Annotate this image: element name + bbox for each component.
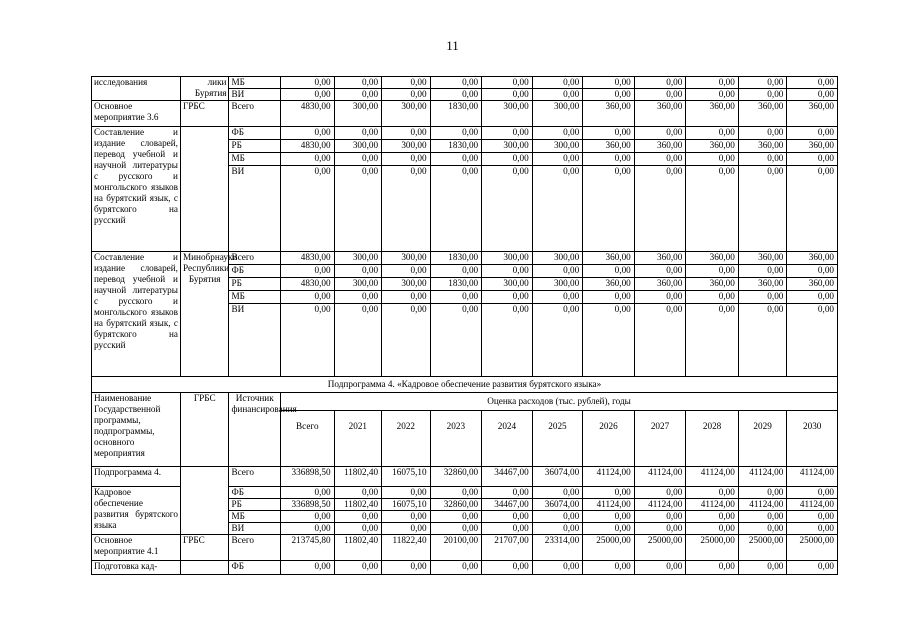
value-cell: 11822,40 [382,535,431,561]
value-cell: 0,00 [382,511,431,523]
value-cell: 0,00 [738,265,787,278]
measure-name-cell: Основное мероприятие 3.6 [92,101,181,127]
value-cell: 0,00 [532,523,583,535]
value-cell: 0,00 [738,153,787,166]
value-cell: 0,00 [634,487,686,499]
value-cell: 0,00 [738,89,787,101]
value-cell: 4830,00 [281,101,335,127]
source-cell: ВИ [229,166,281,252]
value-cell: 0,00 [430,304,482,377]
value-cell: 0,00 [281,89,335,101]
table-row [92,467,838,487]
value-cell: 32860,00 [430,467,482,487]
table-row [92,77,838,89]
value-cell: 0,00 [382,127,431,140]
value-cell: 0,00 [382,561,431,575]
value-cell: 41124,00 [634,467,686,487]
header-year-cell: 2021 [334,411,382,467]
header-name-cell: Наименование Государственной программы, подпрограммы, основного мероприятия [92,393,181,467]
value-cell: 0,00 [686,77,739,89]
value-cell: 300,00 [382,140,431,153]
source-cell: Всего [229,535,281,561]
value-cell: 41124,00 [583,467,635,487]
value-cell: 0,00 [334,127,382,140]
value-cell: 0,00 [334,561,382,575]
source-cell: Всего [229,252,281,265]
header-source-cell: Источник финансирования [229,393,281,467]
subprogram-name-cell: Подпрограмма 4. [92,467,181,487]
value-cell: 0,00 [583,166,635,252]
value-cell: 0,00 [532,291,583,304]
value-cell: 0,00 [334,77,382,89]
value-cell: 23314,00 [532,535,583,561]
value-cell: 0,00 [738,291,787,304]
value-cell: 0,00 [634,304,686,377]
value-cell: 0,00 [787,523,838,535]
header-grbs-cell: ГРБС [180,393,229,467]
value-cell: 0,00 [634,127,686,140]
value-cell: 0,00 [382,487,431,499]
source-cell: РБ [229,499,281,511]
value-cell: 0,00 [482,127,533,140]
value-cell: 0,00 [281,487,335,499]
value-cell: 0,00 [382,265,431,278]
value-cell: 0,00 [334,523,382,535]
value-cell: 0,00 [583,77,635,89]
value-cell: 0,00 [738,127,787,140]
value-cell: 0,00 [634,291,686,304]
value-cell: 0,00 [334,487,382,499]
value-cell: 0,00 [532,166,583,252]
value-cell: 0,00 [334,304,382,377]
value-cell: 300,00 [334,252,382,265]
value-cell: 0,00 [787,304,838,377]
value-cell: 0,00 [583,511,635,523]
value-cell: 360,00 [787,101,838,127]
value-cell: 41124,00 [787,467,838,487]
value-cell: 360,00 [634,140,686,153]
value-cell: 0,00 [787,561,838,575]
value-cell: 0,00 [281,166,335,252]
source-cell: ФБ [229,265,281,278]
source-cell: ФБ [229,487,281,499]
value-cell: 0,00 [686,153,739,166]
value-cell: 300,00 [482,140,533,153]
value-cell: 0,00 [686,265,739,278]
value-cell: 0,00 [583,487,635,499]
value-cell: 0,00 [281,523,335,535]
grbs-cell: Минобрнауки Республики Бурятия [180,252,229,377]
source-cell: МБ [229,291,281,304]
value-cell: 41124,00 [787,499,838,511]
value-cell: 0,00 [532,561,583,575]
source-cell: МБ [229,511,281,523]
value-cell: 0,00 [634,511,686,523]
value-cell: 41124,00 [583,499,635,511]
value-cell: 300,00 [334,278,382,291]
value-cell: 0,00 [281,153,335,166]
header-year-cell: 2025 [532,411,583,467]
value-cell: 0,00 [382,304,431,377]
value-cell: 34467,00 [482,467,533,487]
value-cell: 25000,00 [738,535,787,561]
header-year-cell: 2030 [787,411,838,467]
value-cell: 0,00 [686,127,739,140]
value-cell: 4830,00 [281,140,335,153]
value-cell: 0,00 [686,89,739,101]
value-cell: 0,00 [583,265,635,278]
value-cell: 360,00 [738,278,787,291]
value-cell: 20100,00 [430,535,482,561]
value-cell: 0,00 [738,304,787,377]
value-cell: 0,00 [634,153,686,166]
value-cell: 0,00 [634,265,686,278]
value-cell: 0,00 [787,511,838,523]
value-cell: 0,00 [482,291,533,304]
grbs-cell: лики Бурятия [180,77,229,101]
value-cell: 0,00 [583,304,635,377]
header-year-cell: 2029 [738,411,787,467]
value-cell: 0,00 [430,89,482,101]
value-cell: 0,00 [787,487,838,499]
value-cell: 0,00 [281,77,335,89]
value-cell: 0,00 [634,77,686,89]
value-cell: 34467,00 [482,499,533,511]
value-cell: 0,00 [334,166,382,252]
source-cell: РБ [229,140,281,153]
value-cell: 0,00 [382,166,431,252]
value-cell: 0,00 [430,511,482,523]
value-cell: 0,00 [787,127,838,140]
header-year-cell: 2023 [430,411,482,467]
table-row [92,393,838,411]
value-cell: 0,00 [482,561,533,575]
source-cell: ВИ [229,304,281,377]
value-cell: 0,00 [583,523,635,535]
measure-name-cell: Основное мероприятие 4.1 [92,535,181,561]
value-cell: 4830,00 [281,252,335,265]
value-cell: 0,00 [281,127,335,140]
value-cell: 0,00 [482,265,533,278]
value-cell: 1830,00 [430,140,482,153]
value-cell: 0,00 [281,265,335,278]
budget-table [91,76,838,575]
value-cell: 360,00 [686,140,739,153]
grbs-cell: ГРБС [180,101,229,127]
header-year-cell: 2026 [583,411,635,467]
value-cell: 360,00 [634,101,686,127]
value-cell: 0,00 [334,291,382,304]
table-row [92,561,838,575]
value-cell: 0,00 [686,166,739,252]
value-cell: 300,00 [382,101,431,127]
value-cell: 16075,10 [382,499,431,511]
value-cell: 360,00 [738,140,787,153]
value-cell: 0,00 [738,487,787,499]
value-cell: 0,00 [281,304,335,377]
source-cell: Всего [229,467,281,487]
source-cell: ФБ [229,127,281,140]
value-cell: 0,00 [430,265,482,278]
value-cell: 0,00 [430,153,482,166]
value-cell: 0,00 [482,166,533,252]
value-cell: 360,00 [686,252,739,265]
source-cell: МБ [229,77,281,89]
value-cell: 336898,50 [281,499,335,511]
value-cell: 300,00 [382,252,431,265]
value-cell: 25000,00 [634,535,686,561]
value-cell: 360,00 [583,140,635,153]
value-cell: 36074,00 [532,499,583,511]
value-cell: 360,00 [787,252,838,265]
subprogram-desc-cell: Кадровое обеспечение развития бурятского языка [92,487,181,535]
value-cell: 0,00 [686,487,739,499]
value-cell: 0,00 [532,511,583,523]
value-cell: 4830,00 [281,278,335,291]
value-cell: 0,00 [482,487,533,499]
table-row [92,535,838,561]
value-cell: 41124,00 [738,499,787,511]
value-cell: 0,00 [787,291,838,304]
value-cell: 0,00 [532,265,583,278]
header-total-cell: Всего [281,411,335,467]
value-cell: 11802,40 [334,535,382,561]
value-cell: 0,00 [738,523,787,535]
value-cell: 0,00 [430,523,482,535]
value-cell: 0,00 [334,153,382,166]
value-cell: 360,00 [738,252,787,265]
value-cell: 0,00 [787,265,838,278]
measure-name-cell: Подготовка кад- [92,561,181,575]
value-cell: 0,00 [583,561,635,575]
value-cell: 0,00 [583,89,635,101]
value-cell: 0,00 [532,127,583,140]
value-cell: 0,00 [787,166,838,252]
value-cell: 360,00 [738,101,787,127]
value-cell: 300,00 [482,101,533,127]
value-cell: 0,00 [686,291,739,304]
value-cell: 300,00 [482,252,533,265]
value-cell: 0,00 [281,561,335,575]
value-cell: 0,00 [686,561,739,575]
value-cell: 300,00 [532,140,583,153]
value-cell: 16075,10 [382,467,431,487]
value-cell: 0,00 [532,487,583,499]
header-estimate-cell: Оценка расходов (тыс. рублей), годы [281,393,838,411]
value-cell: 300,00 [334,140,382,153]
grbs-cell [180,467,229,535]
value-cell: 360,00 [583,278,635,291]
value-cell: 0,00 [532,89,583,101]
value-cell: 0,00 [634,89,686,101]
value-cell: 41124,00 [686,499,739,511]
source-cell: ФБ [229,561,281,575]
value-cell: 300,00 [382,278,431,291]
value-cell: 0,00 [334,89,382,101]
value-cell: 0,00 [686,511,739,523]
value-cell: 0,00 [382,153,431,166]
table-row [92,101,838,127]
value-cell: 36074,00 [532,467,583,487]
value-cell: 0,00 [430,561,482,575]
value-cell: 0,00 [583,291,635,304]
value-cell: 0,00 [787,153,838,166]
value-cell: 21707,00 [482,535,533,561]
value-cell: 0,00 [382,77,431,89]
value-cell: 32860,00 [430,499,482,511]
header-year-cell: 2022 [382,411,431,467]
value-cell: 360,00 [686,101,739,127]
value-cell: 360,00 [787,278,838,291]
value-cell: 360,00 [787,140,838,153]
value-cell: 25000,00 [787,535,838,561]
measure-name-cell: исследования [92,77,181,101]
value-cell: 11802,40 [334,467,382,487]
grbs-cell [180,561,229,575]
value-cell: 0,00 [430,291,482,304]
value-cell: 0,00 [382,291,431,304]
table-row [92,377,838,393]
value-cell: 0,00 [738,511,787,523]
value-cell: 0,00 [686,304,739,377]
source-cell: ВИ [229,523,281,535]
value-cell: 25000,00 [583,535,635,561]
value-cell: 25000,00 [686,535,739,561]
value-cell: 0,00 [482,511,533,523]
value-cell: 0,00 [532,153,583,166]
value-cell: 0,00 [482,89,533,101]
table-row [92,252,838,265]
value-cell: 0,00 [532,77,583,89]
value-cell: 0,00 [532,304,583,377]
value-cell: 0,00 [482,304,533,377]
value-cell: 300,00 [532,101,583,127]
value-cell: 300,00 [334,101,382,127]
value-cell: 0,00 [686,523,739,535]
value-cell: 0,00 [738,561,787,575]
value-cell: 213745,80 [281,535,335,561]
value-cell: 0,00 [430,77,482,89]
value-cell: 0,00 [334,511,382,523]
value-cell: 336898,50 [281,467,335,487]
subprogram-title: Подпрограмма 4. «Кадровое обеспечение развития бурятского языка» [92,377,838,393]
value-cell: 360,00 [583,252,635,265]
value-cell: 300,00 [532,278,583,291]
value-cell: 0,00 [382,89,431,101]
value-cell: 1830,00 [430,278,482,291]
value-cell: 300,00 [532,252,583,265]
value-cell: 41124,00 [738,467,787,487]
value-cell: 1830,00 [430,101,482,127]
source-cell: МБ [229,153,281,166]
value-cell: 1830,00 [430,252,482,265]
grbs-cell: ГРБС [180,535,229,561]
value-cell: 0,00 [430,127,482,140]
header-year-cell: 2028 [686,411,739,467]
value-cell: 0,00 [482,153,533,166]
value-cell: 0,00 [634,561,686,575]
value-cell: 0,00 [583,127,635,140]
value-cell: 41124,00 [634,499,686,511]
value-cell: 0,00 [583,153,635,166]
value-cell: 360,00 [634,278,686,291]
value-cell: 0,00 [281,291,335,304]
grbs-cell [180,127,229,252]
value-cell: 11802,40 [334,499,382,511]
value-cell: 300,00 [482,278,533,291]
value-cell: 0,00 [382,523,431,535]
value-cell: 360,00 [686,278,739,291]
value-cell: 0,00 [482,523,533,535]
value-cell: 360,00 [583,101,635,127]
source-cell: Всего [229,101,281,127]
value-cell: 41124,00 [686,467,739,487]
value-cell: 0,00 [738,166,787,252]
value-cell: 0,00 [430,487,482,499]
value-cell: 0,00 [634,166,686,252]
value-cell: 0,00 [634,523,686,535]
value-cell: 0,00 [787,89,838,101]
value-cell: 0,00 [281,511,335,523]
header-year-cell: 2027 [634,411,686,467]
value-cell: 0,00 [482,77,533,89]
value-cell: 0,00 [787,77,838,89]
measure-name-cell: Составление и издание словарей, перевод учебной и научной литературы с русского и монгольского языков на бурятский язык, с бурятского на русский [92,127,181,252]
table-row [92,127,838,140]
value-cell: 0,00 [430,166,482,252]
value-cell: 0,00 [334,265,382,278]
source-cell: ВИ [229,89,281,101]
page-number: 11 [446,38,459,53]
source-cell: РБ [229,278,281,291]
value-cell: 360,00 [634,252,686,265]
measure-name-cell: Составление и издание словарей, перевод учебной и научной литературы с русского и монгольского языков на бурятский язык, с бурятского на русский [92,252,181,377]
header-year-cell: 2024 [482,411,533,467]
value-cell: 0,00 [738,77,787,89]
